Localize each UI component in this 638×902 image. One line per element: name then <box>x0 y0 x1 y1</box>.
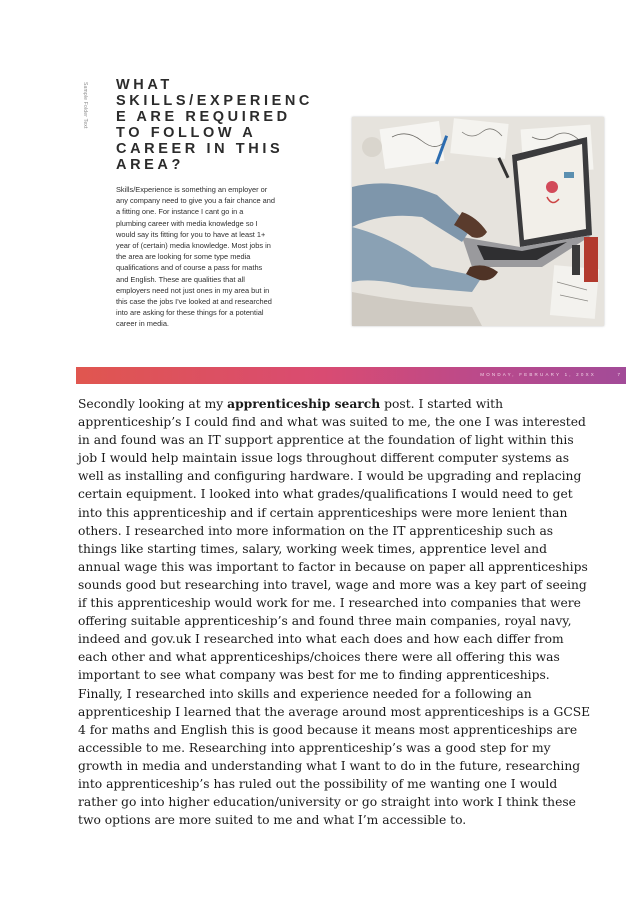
intro-line: would say its fitting for you to have at least 1+ <box>116 229 266 239</box>
intro-line: into are asking for these things for a potential <box>116 308 264 318</box>
body-line: important to see what company was best for me to finding apprenticeships. <box>78 668 550 683</box>
intro-line: plumbing career with media knowledge so I <box>116 218 258 228</box>
intro-paragraph <box>116 184 316 330</box>
body-text-run: post. I started with <box>380 397 504 411</box>
body-line: apprenticeship I learned that the average around most apprenticeships is a GCSE <box>78 704 591 719</box>
body-line: certain equipment. I looked into what grades/qualifications I would need to get <box>78 487 573 502</box>
intro-line: a fitting one. For instance I cant go in a <box>116 207 244 217</box>
body-line: in and found was an IT support apprentice at the foundation of light within this <box>78 433 574 448</box>
intro-line: any company need to give you a fair chance and <box>116 196 276 206</box>
body-line: if this apprenticeship would work for me. I researched into companies that were <box>78 596 581 611</box>
body-line: accessible to me. Researching into apprenticeship’s was a good step for my <box>78 740 551 755</box>
heading-line: SKILLS/EXPERIENC <box>116 93 313 109</box>
body-line: annual wage this was important to factor in because on paper all apprenticeships <box>78 559 588 574</box>
body-line: into this apprenticeship and if certain apprenticeships were more lenient than <box>78 505 568 520</box>
body-line: into apprenticeship’s has ruled out the possibility of me wanting one I would <box>78 776 558 791</box>
intro-line: qualifications and of course a pass for maths <box>116 263 263 273</box>
body-line: 4 for maths and English this is good because it means most apprenticeships are <box>78 722 578 737</box>
intro-line: Skills/Experience is something an employer or <box>116 185 268 194</box>
laptop-photo <box>352 117 604 326</box>
intro-line: the area are looking for some type media <box>116 252 251 262</box>
body-line: indeed and gov.uk I researched into what each does and how each differ from <box>78 632 564 647</box>
body-line: others. I researched into more information on the IT apprenticeship such as <box>78 523 554 538</box>
body-line: sounds good but researching into travel, wage and more was a key part of seeing <box>78 577 587 592</box>
intro-line: employers need not just ones in my area but in <box>116 285 270 295</box>
heading-line: TO FOLLOW A <box>116 125 257 141</box>
body-line <box>78 395 578 413</box>
body-line: two options are more suited to me and what I’m accessible to. <box>78 813 467 828</box>
body-line: offering suitable apprenticeship’s and found three main companies, royal navy, <box>78 614 572 629</box>
body-line: rather go into higher education/university or go straight into work I think these <box>78 795 576 810</box>
sidebar-label: Sample Folder Text <box>82 82 88 129</box>
heading-line: E ARE REQUIRED <box>116 109 291 125</box>
body-line: well as installing and configuring hardware. I would be upgrading and replacing <box>78 469 582 484</box>
body-line: each other and what apprenticeships/choices there were all offering this was <box>78 650 560 665</box>
intro-line: this case the jobs I've looked at and researched <box>116 297 272 307</box>
body-text-run: Secondly looking at my <box>78 397 228 411</box>
body-line: growth in media and understanding what I want to do in the future, researching <box>78 758 581 773</box>
section-heading <box>116 77 326 173</box>
bar-date: MONDAY, FEBRUARY 1, 20XX <box>480 372 596 377</box>
body-paragraph <box>78 395 591 829</box>
bold-keyword: apprenticeship search <box>227 396 381 411</box>
heading-line: CAREER IN THIS <box>116 141 284 157</box>
body-line: Finally, I researched into skills and experience needed for a following an <box>78 686 532 701</box>
page-number: 7 <box>617 372 620 377</box>
body-line: things like starting times, salary, working week times, apprentice level and <box>78 541 547 556</box>
header-gradient-bar <box>76 367 626 384</box>
body-line: job I would help maintain issue logs throughout different computer systems as <box>78 451 570 466</box>
intro-line: career in media. <box>116 319 169 329</box>
body-line: apprenticeship’s I could find and what was suited to me, the one I was interested <box>78 415 586 430</box>
intro-line: and English. These are qualities that all <box>116 274 245 284</box>
heading-line: AREA? <box>116 157 184 173</box>
heading-line: WHAT <box>116 77 173 93</box>
intro-line: year of (certain) media knowledge. Most jobs in <box>116 241 271 251</box>
